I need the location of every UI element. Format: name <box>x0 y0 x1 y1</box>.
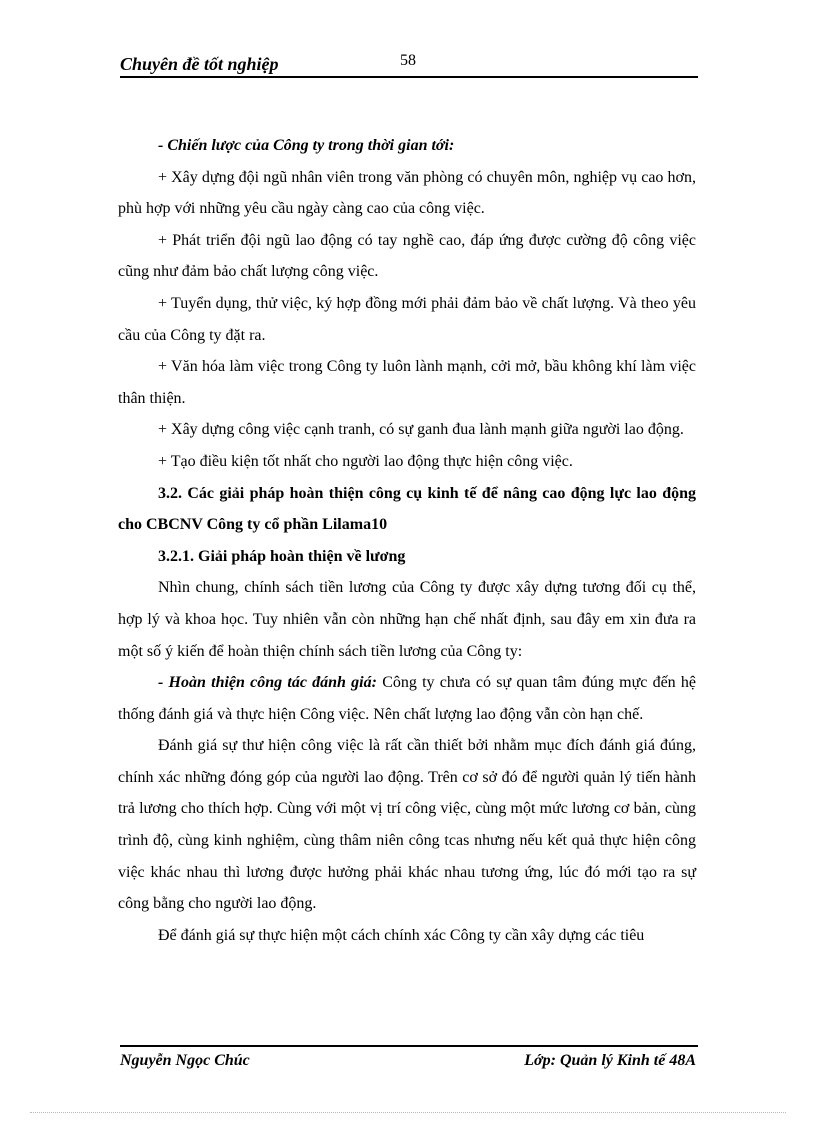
page-header <box>120 48 698 76</box>
paragraph: Để đánh giá sự thực hiện một cách chính xác Công ty cần xây dựng các tiêu <box>158 926 645 944</box>
section-heading-3-2-1: 3.2.1. Giải pháp hoàn thiện về lương <box>158 547 406 565</box>
footer-class: Lớp: Quản lý Kinh tế 48A <box>524 1052 696 1069</box>
footer-divider <box>120 1045 698 1047</box>
paragraph: + Văn hóa làm việc trong Công ty luôn lành mạnh, cởi mở, bầu không khí làm việc thân thiện. <box>118 358 696 407</box>
paragraph: + Xây dựng đội ngũ nhân viên trong văn phòng có chuyên môn, nghiệp vụ cao hơn, phù hợp với những yêu cầu ngày càng cao của công việc. <box>118 168 696 218</box>
paragraph: + Phát triển đội ngũ lao động có tay nghề cao, đáp ứng được cường độ công việc cũng như đảm bảo chất lượng công việc. <box>118 231 696 281</box>
document-body <box>118 130 696 951</box>
page-number: 58 <box>400 52 416 69</box>
paragraph: Nhìn chung, chính sách tiền lương của Công ty được xây dựng tương đối cụ thể, hợp lý và khoa học. Tuy nhiên vẫn còn những hạn chế nhất định, sau đây em xin đưa ra một số ý kiến để hoàn thiện chính sách tiền lương của Công ty: <box>118 579 696 660</box>
strategy-heading-text: - Chiến lược của Công ty trong thời gian tới: <box>158 137 455 154</box>
paragraph: + Xây dựng công việc cạnh tranh, có sự ganh đua lành mạnh giữa người lao động. <box>158 421 684 439</box>
strategy-heading <box>118 130 696 162</box>
page-edge <box>30 1112 786 1113</box>
section-heading-3-2: 3.2. Các giải pháp hoàn thiện công cụ kinh tế để nâng cao động lực lao động cho CBCNV Công ty cổ phần Lilama10 <box>118 484 696 534</box>
paragraph <box>118 667 696 730</box>
footer-author: Nguyễn Ngọc Chúc <box>120 1052 250 1069</box>
paragraph: + Tạo điều kiện tốt nhất cho người lao động thực hiện công việc. <box>158 452 573 470</box>
header-divider <box>120 76 698 78</box>
evaluation-label: - Hoàn thiện công tác đánh giá: <box>158 674 377 692</box>
paragraph: Đánh giá sự thư hiện công việc là rất cần thiết bởi nhằm mục đích đánh giá đúng, chính xác những đóng góp của người lao động. Trên cơ sở đó để người quản lý tiến hành trả lương cho thích hợp. Cùng với một vị trí công việc, cùng một mức lương cơ bản, cùng trình độ, cùng kinh nghiệm, cùng thâm niên công tcas nhưng nếu kết quả thực hiện công việc khác nhau thì lương được hưởng phải khác nhau tương ứng, lúc đó mới tạo ra sự công bằng cho người lao động. <box>118 737 696 913</box>
header-title: Chuyên đề tốt nghiệp <box>120 54 279 74</box>
paragraph: + Tuyển dụng, thử việc, ký hợp đồng mới phải đảm bảo về chất lượng. Và theo yêu cầu của Công ty đặt ra. <box>118 294 696 344</box>
evaluation-text: Công ty chưa có sự quan tâm đúng mực đến hệ thống đánh giá và thực hiện Công việc. Nên chất lượng lao động vẫn còn hạn chế. <box>118 674 697 723</box>
